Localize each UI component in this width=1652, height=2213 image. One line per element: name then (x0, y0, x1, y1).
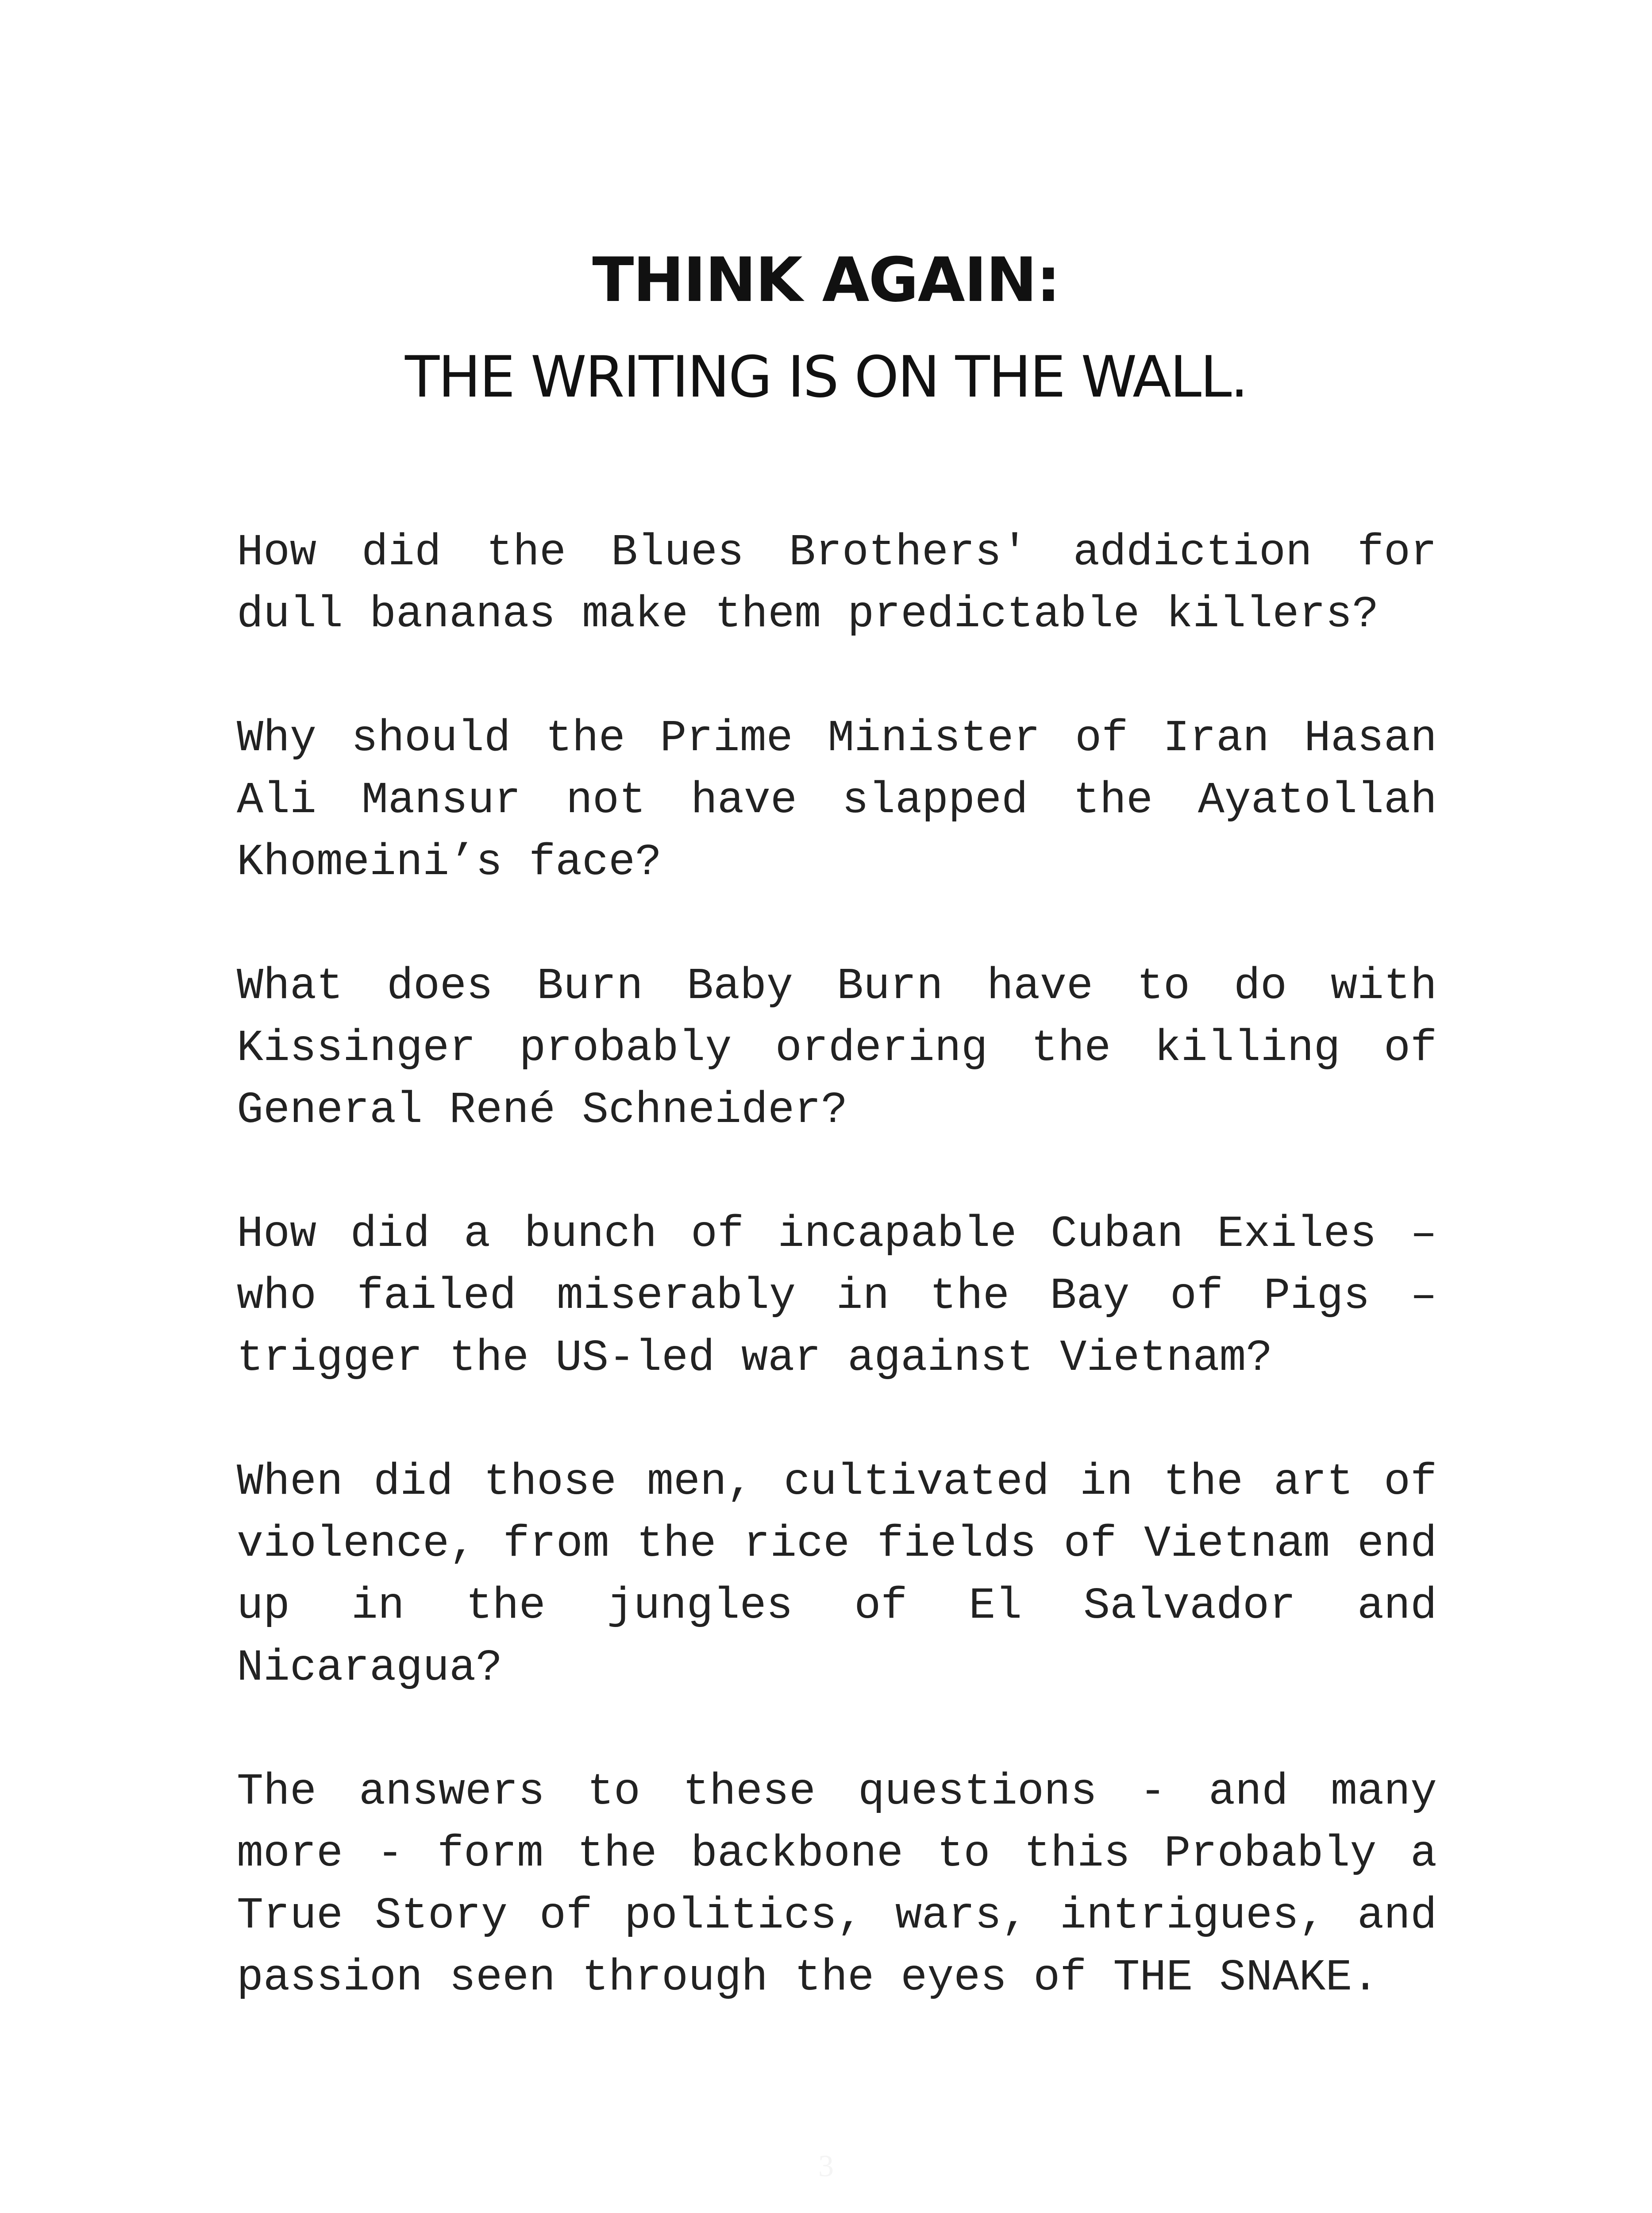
title-block (0, 243, 1652, 415)
paragraph-2: Why should the Prime Minister of Iran Hasan Ali Mansur not have slapped the Ayatollah Khomeini’s face? (237, 714, 1437, 888)
title-line-2: THE WRITING IS ON THE WALL. (404, 344, 1248, 410)
paragraph-4: How did a bunch of incapable Cuban Exiles – who failed miserably in the Bay of Pigs – trigger the US-led war against Vietnam? (237, 1210, 1437, 1384)
body-text (237, 522, 1437, 2071)
page-number: 3 (818, 2149, 834, 2183)
title-line-1: THINK AGAIN: (592, 244, 1060, 316)
paragraph-5: When did those men, cultivated in the art of violence, from the rice fields of Vietnam end up in the jungles of El Salvador and Nicaragua? (237, 1457, 1437, 1693)
paragraph-3: What does Burn Baby Burn have to do with Kissinger probably ordering the killing of General René Schneider? (237, 962, 1437, 1136)
paragraph-1: How did the Blues Brothers' addiction for dull bananas make them predictable killers? (237, 528, 1437, 640)
paragraph-6: The answers to these questions - and many more - form the backbone to this Probably a True Story of politics, wars, intrigues, and passion seen through the eyes of THE SNAKE. (237, 1767, 1437, 2003)
